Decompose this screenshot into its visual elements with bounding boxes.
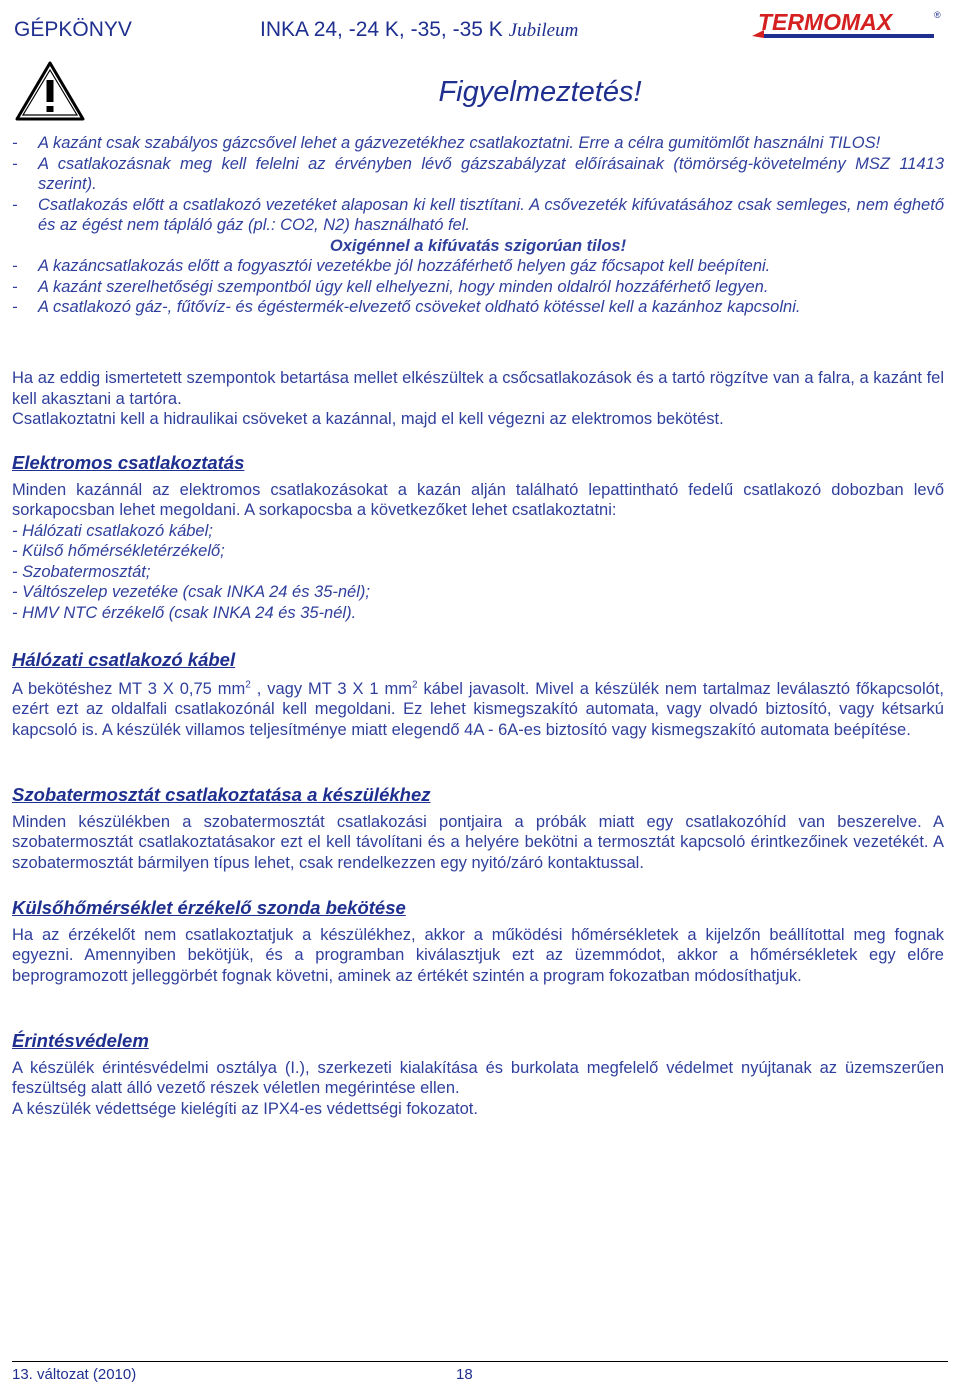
warning-list [12, 133, 944, 318]
connection-list-item: - Szobatermosztát; [12, 562, 151, 581]
intro-paragraph: Ha az eddig ismertetett szempontok betartása mellet elkészültek a csőcsatlakozások és a tartó rögzítve van a falra, a kazánt fel kell akasztani a tartóra. [12, 369, 944, 408]
warning-item: - A csatlakozásnak meg kell felelni az érvényben lévő gázszabályzat előírásainak (tömörség-követelmény MSZ 11413 szerint). [12, 154, 944, 193]
warning-item: - Csatlakozás előtt a csatlakozó vezetéket alaposan ki kell tisztítani. A csővezeték kifúvatásához csak semleges, nem éghető és az égést nem tápláló gáz (pl.: CO2, N2) használható fel. [12, 195, 944, 234]
header-model-text: INKA 24, -24 K, -35, -35 K [260, 18, 503, 41]
header-manual-label: GÉPKÖNYV [14, 18, 132, 41]
section-kulso-homerseklet [12, 898, 944, 986]
section-elektromos [12, 453, 944, 623]
section-title: Érintésvédelem [12, 1030, 149, 1051]
section-title: Hálózati csatlakozó kábel [12, 649, 236, 670]
section-text: A készülék védettsége kielégíti az IPX4-es védettségi fokozatot. [12, 1099, 478, 1118]
section-szobatermosztat [12, 785, 944, 873]
svg-text:®: ® [934, 10, 941, 20]
header-model-title [260, 18, 578, 42]
warning-item: - A csatlakozó gáz-, fűtővíz- és égéstermék-elvezető csöveket oldható kötéssel kell a kazánhoz kapcsolni. [12, 298, 801, 316]
connection-list-item: - HMV NTC érzékelő (csak INKA 24 és 35-nél). [12, 603, 357, 622]
section-text: Ha az érzékelőt nem csatlakoztatjuk a készülékhez, akkor a működési hőmérsékletek a kijelzőn beállítottal meg fognak egyezni. Amennyiben bekötjük, és a programban kiválasztjuk ezt az üzemmódot, akkor a hőmérsékletek egy előre beprogramozott jelleggörbét fognak követni, aminek az értékét szintén a program fokozatban módosíthatjuk. [12, 925, 944, 985]
header-model-jubileum: Jubileum [508, 20, 579, 41]
section-halozati [12, 650, 944, 740]
footer-divider [12, 1361, 948, 1362]
footer-page-number: 18 [456, 1366, 473, 1383]
page-header [14, 10, 946, 46]
section-text: A készülék érintésvédelmi osztálya (I.), szerkezeti kialakítása és burkolata megfelelő védelmet nyújtanak az üzemszerűen feszültség alatt álló vezető részek véletlen megérintése ellen. [12, 1058, 944, 1097]
connection-list-item: - Külső hőmérsékletérzékelő; [12, 542, 225, 560]
intro-paragraph: Csatlakoztatni kell a hidraulikai csöveket a kazánnal, majd el kell végezni az elektromos bekötést. [12, 410, 724, 428]
section-text: Minden készülékben a szobatermosztát csatlakozási pontjaira a próbák miatt egy csatlakozóhíd van beszerelve. A szobatermosztát csatlakoztatásakor ezt el kell távolítani és a helyére bekötni a termosztát kapcsoló érintkezőinek vezetékét. A szobatermosztát bármilyen típus lehet, csak rendelkezzen egy nyitó/záró kontaktussal. [12, 812, 944, 872]
section-text: A bekötéshez MT 3 X 0,75 $mm^2$ , vagy MT 3 X 1 $mm^2$ kábel javasolt. Mivel a készülék nem tartalmaz leválasztó főkapcsolót, ezért ezt az oldalfali csatlakozónál kell megoldani. Ez lehet kismegszakító automata, vagy olvadó biztosító, vagy kétsarkú kapcsoló is. A készülék villamos teljesítménye miatt elegendő 4A - 6A-es biztosító vagy kismegszakító automata beépítése. [12, 679, 944, 739]
logo-text: TERMOMAX [758, 9, 893, 35]
section-text: Minden kazánnál az elektromos csatlakozásokat a kazán alján található lepattintható fedelű csatlakozó dobozban levő sorkapocsban lehet megoldani. A sorkapocsba a következőket lehet csatlakoztatni: [12, 480, 944, 519]
warning-oxygen-note: Oxigénnel a kifúvatás szigorúan tilos! [329, 236, 627, 255]
section-erintesvedelem [12, 1031, 944, 1119]
warning-item: - A kazánt szerelhetőségi szempontból úgy kell elhelyezni, hogy minden oldalról hozzáférhető legyen. [12, 277, 769, 296]
warning-item: - A kazáncsatlakozás előtt a fogyasztói vezetékbe jól hozzáférhető helyen gáz főcsapot kell beépíteni. [12, 257, 771, 275]
section-title: Szobatermosztát csatlakoztatása a készülékhez [12, 784, 431, 805]
warning-item: - A kazánt csak szabályos gázcsővel lehet a gázvezetékhez csatlakoztatni. Erre a célra gumitömlőt használni TILOS! [12, 134, 881, 152]
connection-list-item: - Hálózati csatlakozó kábel; [12, 521, 213, 540]
section-title: Külsőhőmérséklet érzékelő szonda bekötése [12, 897, 406, 918]
intro-text [12, 368, 944, 430]
footer-version: 13. változat (2010) [12, 1366, 137, 1383]
connection-list-item: - Váltószelep vezetéke (csak INKA 24 és 35-nél); [12, 583, 370, 601]
termomax-logo [750, 8, 946, 42]
warning-title: Figyelmeztetés! [438, 76, 642, 108]
section-title: Elektromos csatlakoztatás [12, 452, 245, 473]
